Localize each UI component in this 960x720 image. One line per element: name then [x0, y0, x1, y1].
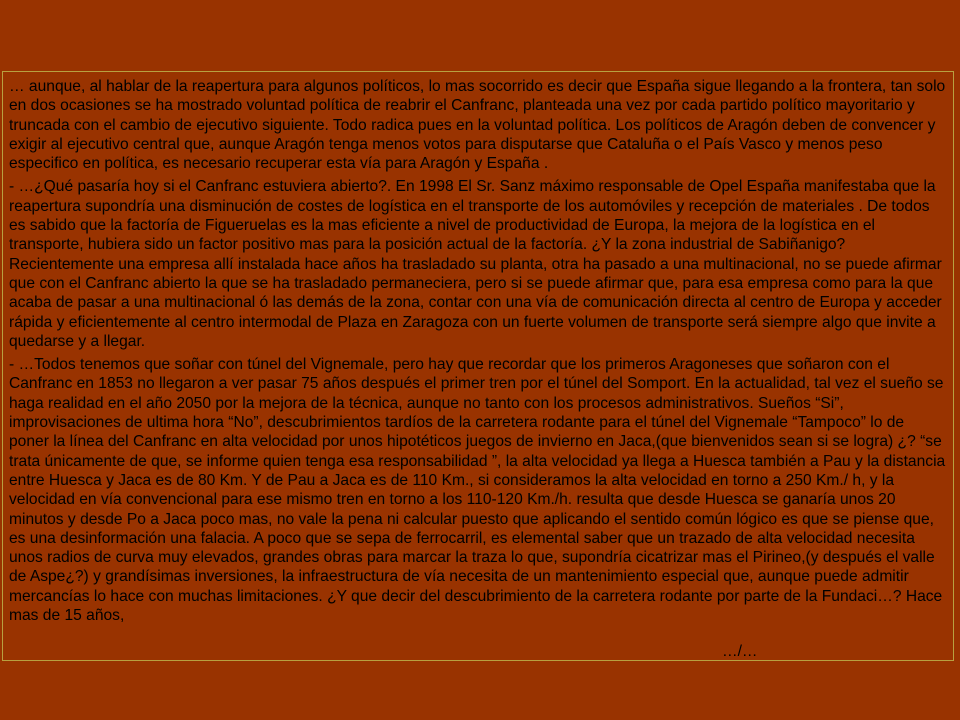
- text-frame: [2, 71, 954, 661]
- continuation-marker: …/…: [722, 643, 758, 660]
- paragraph-canfranc-open: - …¿Qué pasaría hoy si el Canfranc estuviera abierto?. En 1998 El Sr. Sanz máximo responsable de Opel España manifestaba que la reapertura supondría una disminución de costes de logística en el transporte de los automóviles y recepción de materiales . De todos es sabido que la factoría de Figueruelas es la mas eficiente a nivel de productividad de Europa, la mejora de la logística en el transporte, hubiera sido un factor positivo mas para la posición actual de la factoría. ¿Y la zona industrial de Sabiñanigo? Recientemente una empresa allí instalada hace años ha trasladado su planta, otra ha pasado a una multinacional, no se puede afirmar que con el Canfranc abierto la que se ha trasladado permaneciera, pero si se puede afirmar que, para esa empresa como para la que acaba de pasar a una multinacional ó las demás de la zona, contar con una vía de comunicación directa al centro de Europa y acceder rápida y eficientemente al centro intermodal de Plaza en Zaragoza con un fuerte volumen de transporte será siempre algo que invite a quedarse y a llegar.: [9, 178, 942, 350]
- paragraph-reopening-politics: … aunque, al hablar de la reapertura para algunos políticos, lo mas socorrido es decir que España sigue llegando a la frontera, tan solo en dos ocasiones se ha mostrado voluntad política de reabrir el Canfranc, planteada una vez por cada partido político mayoritario y truncada con el cambio de ejecutivo siguiente. Todo radica pues en la voluntad política. Los políticos de Aragón deben de convencer y exigir al ejecutivo central que, aunque Aragón tenga menos votos para disputarse que Cataluña o el País Vasco y menos peso especifico en política, es necesario recuperar esta vía para Aragón y España .: [9, 78, 946, 173]
- paragraph-vignemale-tunnel: - …Todos tenemos que soñar con túnel del Vignemale, pero hay que recordar que los primeros Aragoneses que soñaron con el Canfranc en 1853 no llegaron a ver pasar 75 años después el primer tren por el túnel del Somport. En la actualidad, tal vez el sueño se haga realidad en el año 2050 por la mejora de la técnica, aunque no tanto con los procesos administrativos. Sueños “Si”, improvisaciones de ultima hora “No”, descubrimientos tardíos de la carretera rodante para el túnel del Vignemale “Tampoco” lo de poner la línea del Canfranc en alta velocidad por unos hipotéticos juegos de invierno en Jaca,(que bienvenidos sean si se logra) ¿? “se trata únicamente de que, se informe quien tenga esa responsabilidad ”, la alta velocidad ya llega a Huesca también a Pau y la distancia entre Huesca y Jaca es de 80 Km. Y de Pau a Jaca es de 110 Km., si consideramos la alta velocidad en torno a 250 Km./ h, y la velocidad en vía convencional para ese mismo tren en torno a los 110-120 Km./h. resulta que desde Huesca se ganaría unos 20 minutos y desde Po a Jaca poco mas, no vale la pena ni calcular puesto que aplicando el sentido común lógico es que se piense que, es una desinformación una falacia. A poco que se sepa de ferrocarril, es elemental saber que un trazado de alta velocidad necesita unos radios de curva muy elevados, grandes obras para marcar la traza lo que, supondría cicatrizar mas el Pirineo,(y después el valle de Aspe¿?) y grandísimas inversiones, la infraestructura de vía necesita de un mantenimiento especial que, aunque puede admitir mercancías lo hace con muchas limitaciones. ¿Y que decir del descubrimiento de la carretera rodante por parte de la Fundaci…? Hace mas de 15 años,: [9, 356, 946, 625]
